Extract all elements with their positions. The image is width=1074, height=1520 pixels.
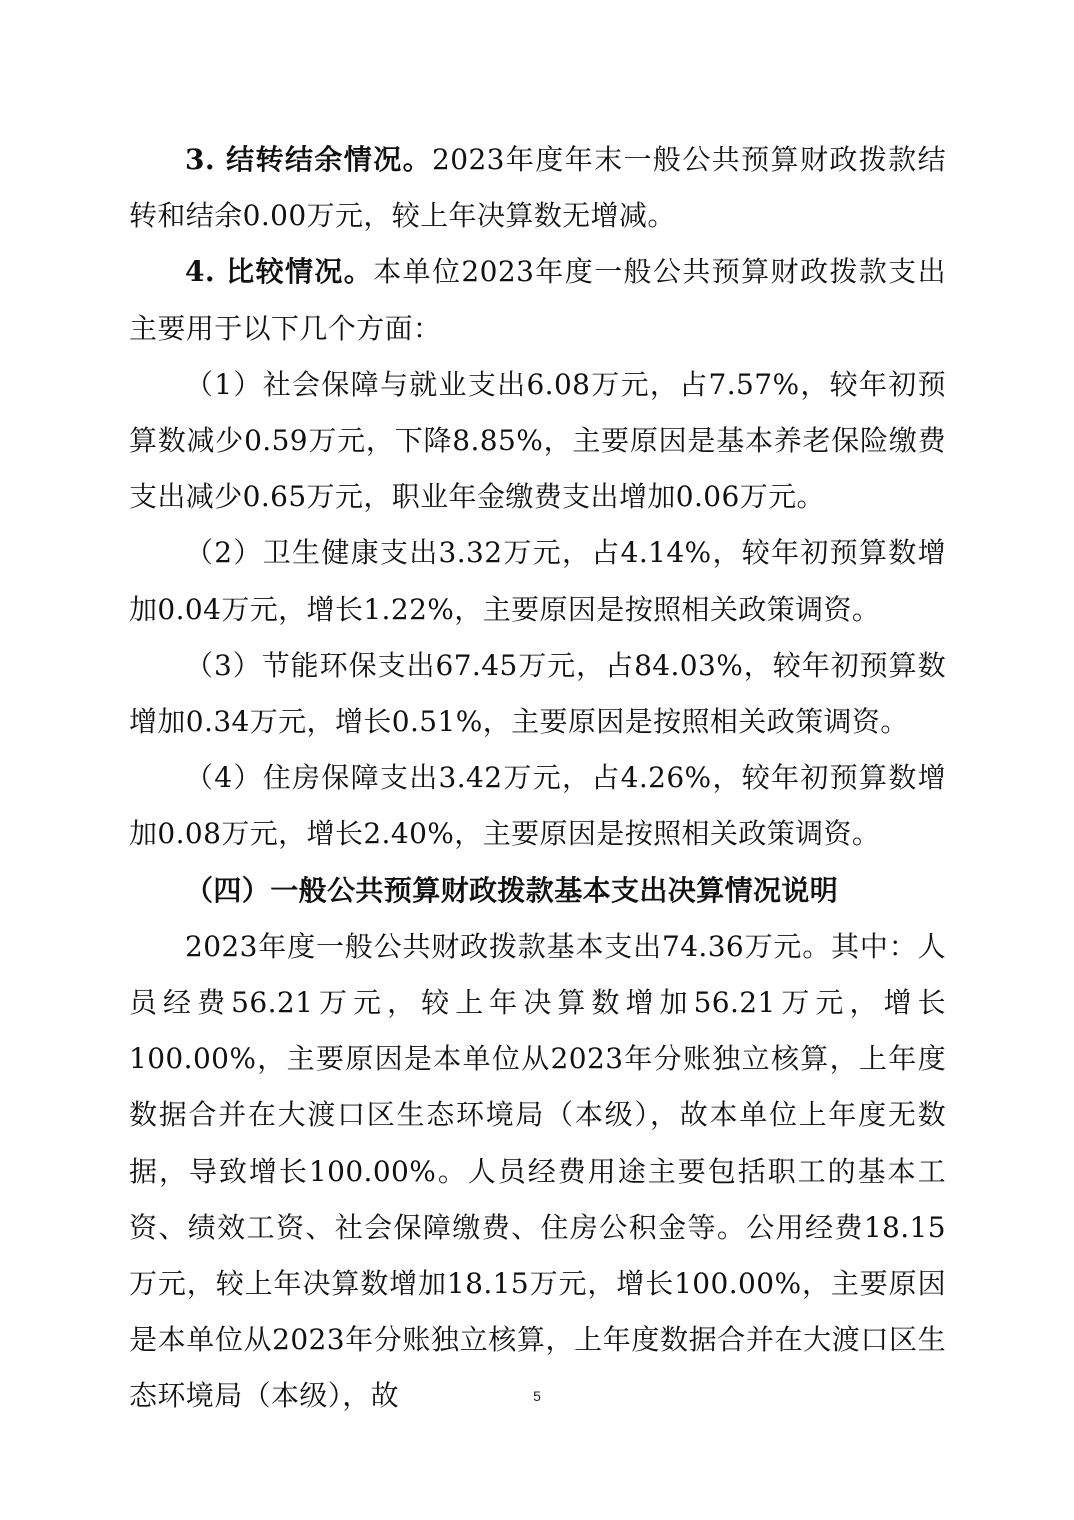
paragraph-comparison [129, 244, 946, 356]
page-number: 5 [533, 1388, 541, 1404]
paragraph-text-carryover: 2023年度年末一般公共预算财政拨款结转和结余0.00万元，较上年决算数无增减。 [129, 143, 946, 233]
paragraph-basic-expenditure: 2023年度一般公共财政拨款基本支出74.36万元。其中：人员经费56.21万元，较上年决算数增加56.21万元，增长100.00%，主要原因是本单位从2023年分账独立核算，上年度数据合并在大渡口区生态环境局（本级），故本单位上年度无数据，导致增长100.00%。人员经费用途主要包括职工的基本工资、绩效工资、社会保障缴费、住房公积金等。公用经费18.15万元，较上年决算数增加18.15万元，增长100.00%，主要原因是本单位从2023年分账独立核算，上年度数据合并在大渡口区生态环境局（本级），故 [129, 929, 946, 1413]
paragraph-lead-carryover: 3. 结转结余情况。 [185, 143, 433, 176]
paragraph-text-comparison: 本单位2023年度一般公共预算财政拨款支出主要用于以下几个方面： [129, 255, 946, 345]
paragraph-housing: （4）住房保障支出3.42万元，占4.26%，较年初预算数增加0.08万元，增长2.40%，主要原因是按照相关政策调资。 [129, 761, 946, 851]
paragraph-lead-comparison: 4. 比较情况。 [185, 255, 374, 289]
section-heading-basic-expenditure: （四）一般公共预算财政拨款基本支出决算情况说明 [185, 873, 839, 907]
paragraph-health: （2）卫生健康支出3.32万元，占4.14%，较年初预算数增加0.04万元，增长1.22%，主要原因是按照相关政策调资。 [129, 536, 946, 626]
paragraph-energy-environment: （3）节能环保支出67.45万元，占84.03%，较年初预算数增加0.34万元，增长0.51%，主要原因是按照相关政策调资。 [129, 648, 946, 739]
document-body [129, 132, 946, 1425]
paragraph-social-security: （1）社会保障与就业支出6.08万元，占7.57%，较年初预算数减少0.59万元，下降8.85%，主要原因是基本养老保险缴费支出减少0.65万元，职业年金缴费支出增加0.06万元。 [129, 367, 946, 514]
paragraph-carryover-balance [129, 132, 946, 244]
